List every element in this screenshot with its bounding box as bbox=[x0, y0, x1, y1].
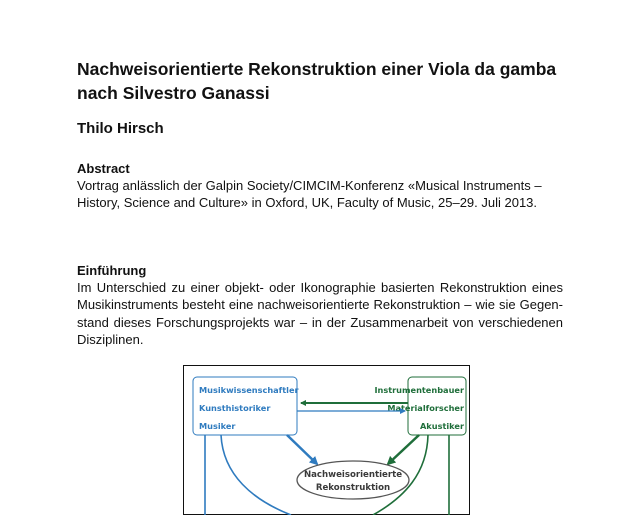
abstract-line-1: Vortrag anlässlich der Galpin Society/CIMCIM-Konferenz «Musical Instruments – bbox=[77, 178, 542, 193]
left-discipline-box bbox=[193, 377, 300, 435]
title-line-2: nach Silvestro Ganassi bbox=[77, 83, 270, 103]
left-box-item: Musikwissenschaftler bbox=[199, 385, 299, 395]
center-ellipse bbox=[297, 461, 409, 499]
arrow-right-to-center bbox=[388, 435, 419, 464]
diagram-svg bbox=[183, 365, 470, 515]
right-box-item: Instrumentenbauer bbox=[374, 385, 464, 395]
right-box-item: Akustiker bbox=[419, 421, 464, 431]
center-label-line-1: Nachweisorientierte bbox=[303, 470, 403, 480]
abstract-text bbox=[77, 177, 563, 212]
introduction-text: Im Unterschied zu einer objekt- oder Ikonographie basierten Rekonstruktion eines Musikinstruments besteht eine nachweisorientierte Rekonstruktion – wie sie Gegenstand dieses Forschungsprojekts war – in der Zusammenarbeit von verschiedenen Disziplinen. bbox=[77, 280, 563, 347]
center-label-line-2: Rekonstruktion bbox=[315, 483, 391, 493]
center-node bbox=[297, 461, 409, 499]
left-box-item: Musiker bbox=[199, 421, 236, 431]
abstract-heading: Abstract bbox=[77, 161, 130, 176]
introduction-heading: Einführung bbox=[77, 263, 147, 278]
abstract-line-2: History, Science and Culture» in Oxford, UK, Faculty of Music, 25–29. Juli 2013. bbox=[77, 195, 538, 211]
arrow-left-to-center bbox=[287, 435, 317, 464]
right-box-item: Materialforscher bbox=[387, 403, 464, 413]
document-title bbox=[77, 57, 577, 105]
title-line-1: Nachweisorientierte Rekonstruktion einer Viola da gamba bbox=[77, 59, 557, 79]
collaboration-diagram bbox=[183, 365, 470, 515]
left-curve bbox=[221, 435, 291, 515]
right-discipline-box bbox=[374, 377, 466, 435]
author-name: Thilo Hirsch bbox=[77, 120, 164, 137]
left-box-item: Kunsthistoriker bbox=[199, 403, 271, 413]
